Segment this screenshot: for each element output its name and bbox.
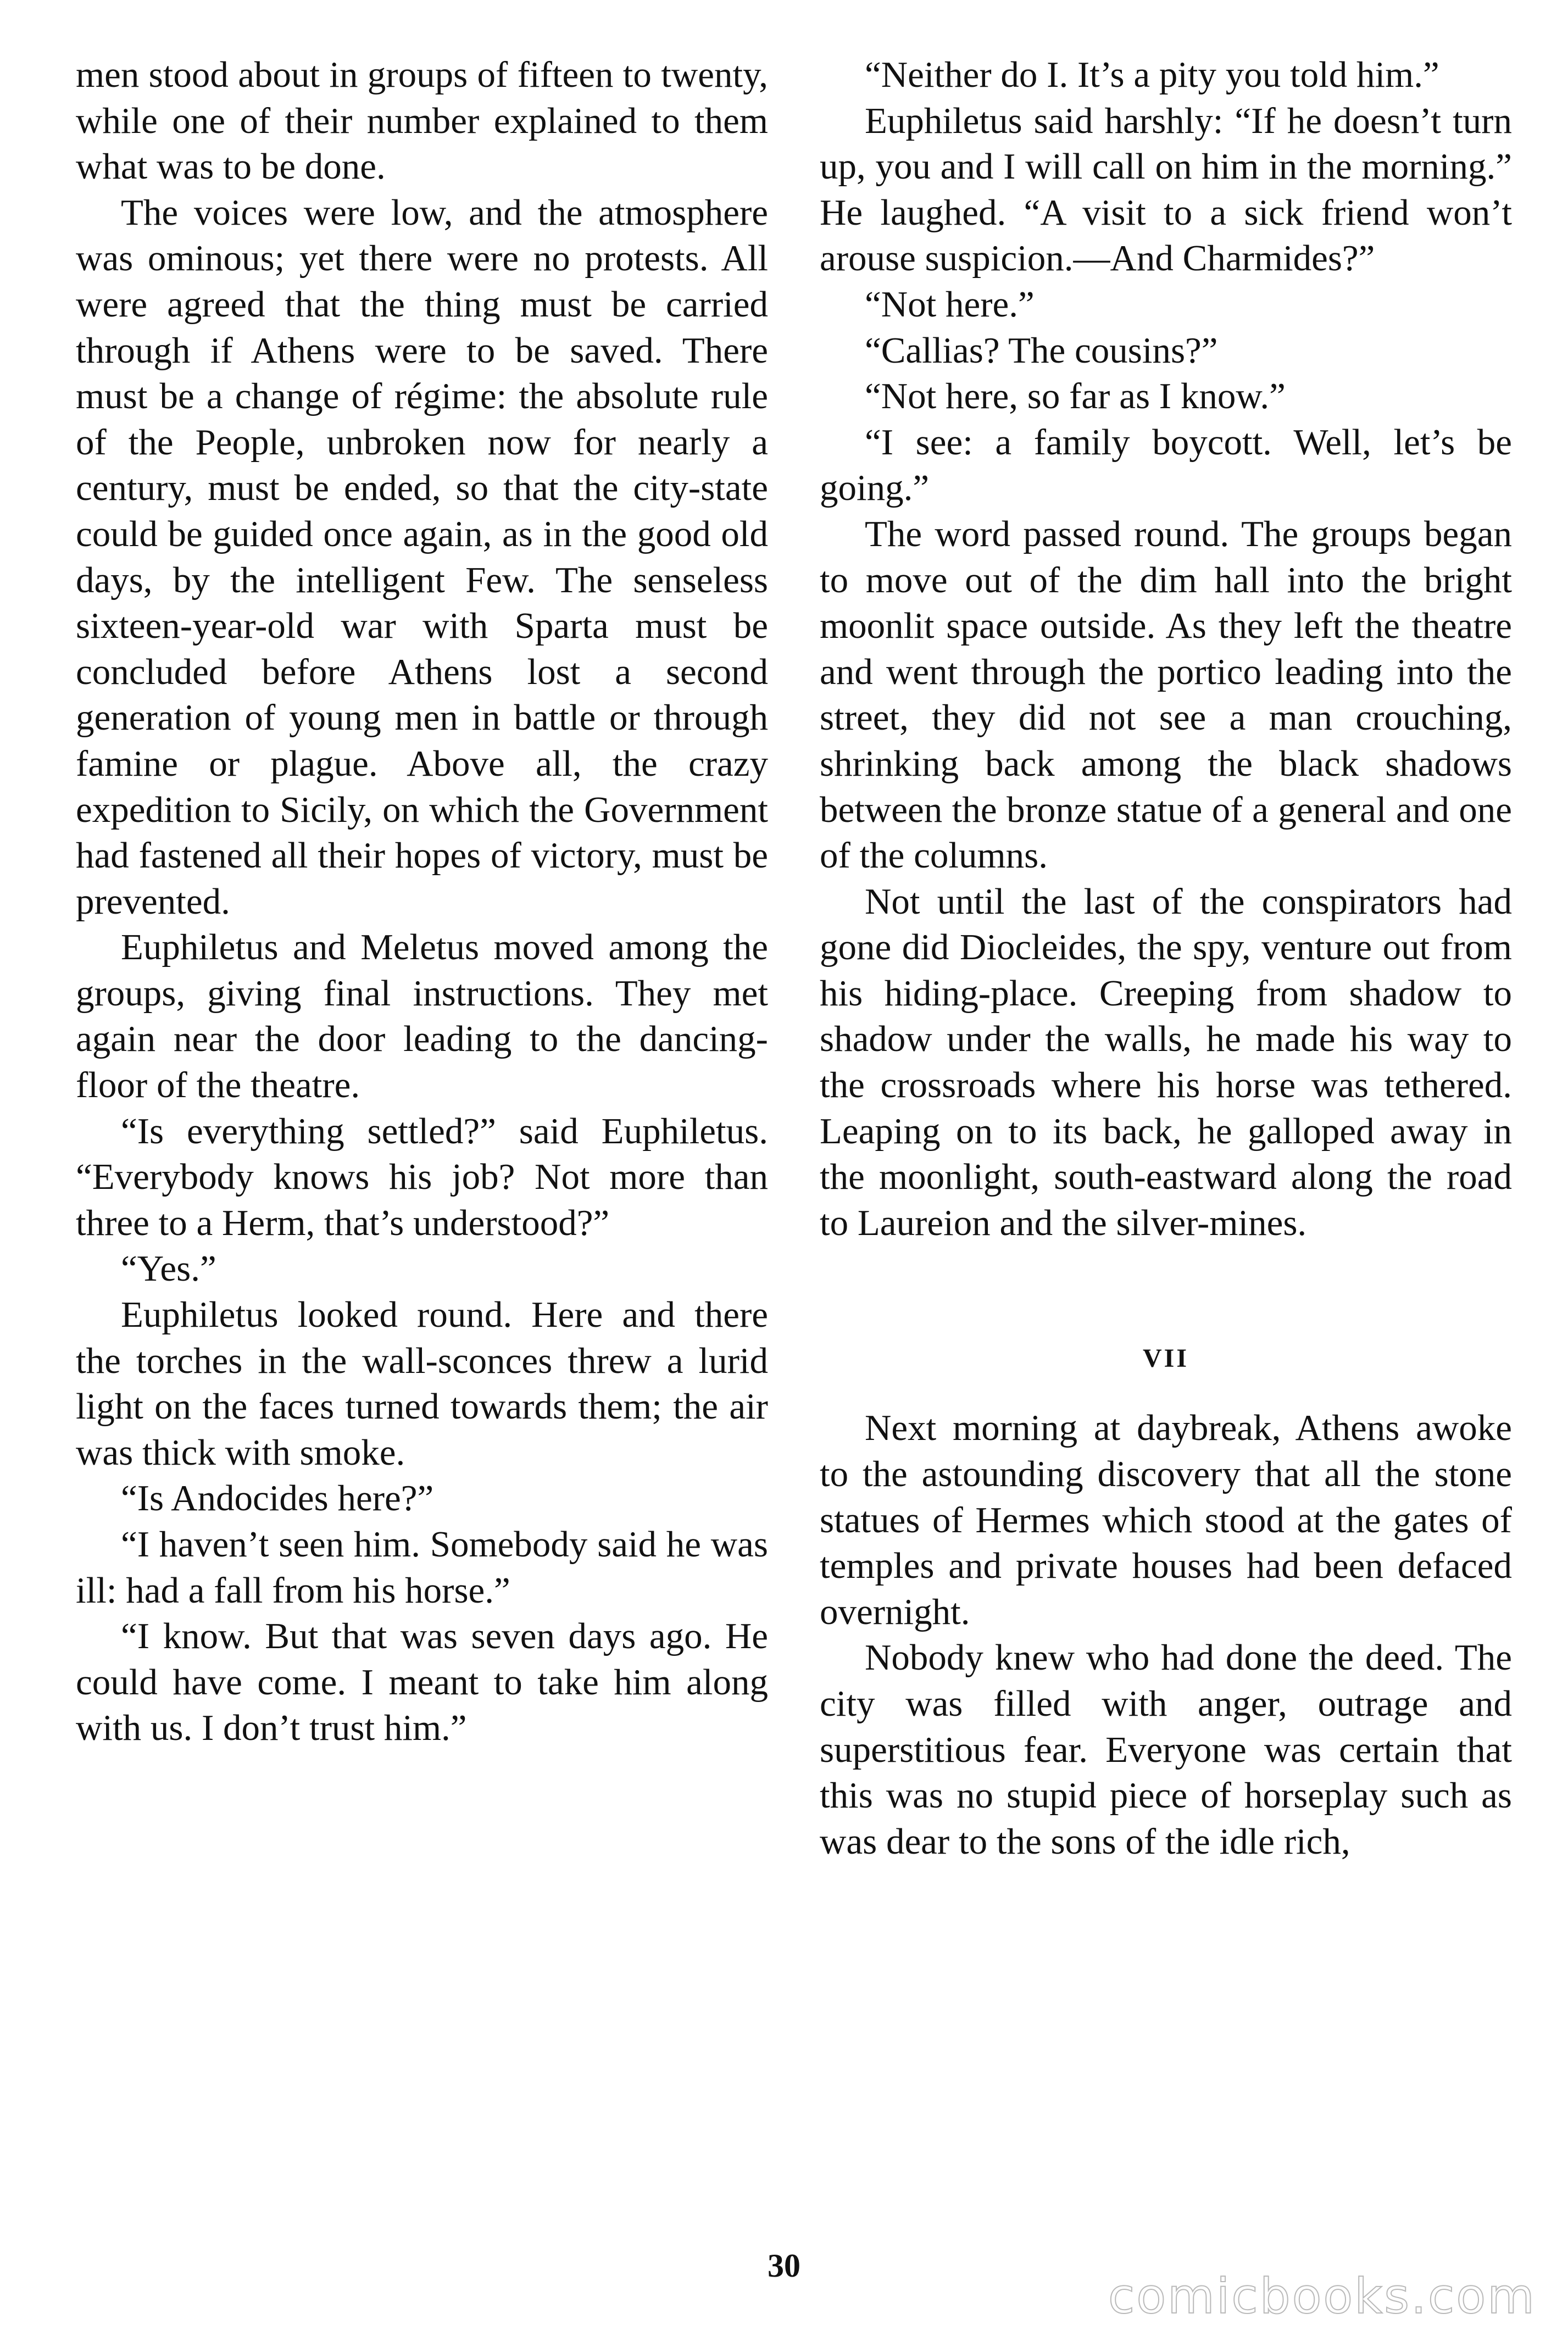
- paragraph: Euphiletus said harshly: “If he doesn’t turn up, you and I will call on him in the morning.” He laughed. “A visit to a sick friend won’t arouse suspicion.—And Charmides?”: [820, 100, 1512, 279]
- page-number: 30: [768, 2248, 800, 2284]
- paragraph: “Neither do I. It’s a pity you told him.”: [865, 54, 1439, 95]
- paragraph: Next morning at daybreak, Athens awoke to the astounding discovery that all the stone statues of Hermes which stood at the gates of temples and private houses had been defaced overnight.: [820, 1408, 1512, 1632]
- paragraph: “I see: a family boycott. Well, let’s be going.”: [820, 421, 1512, 509]
- right-text-column: [820, 52, 1512, 1865]
- paragraph: “Is Andocides here?”: [121, 1478, 434, 1519]
- paragraph: The word passed round. The groups began to move out of the dim hall into the bright moonlit space outside. As they left the theatre and went through the portico leading into the street, they did not see a man crouching, shrinking back among the black shadows between the bronze statue of a general and one of the columns.: [820, 513, 1512, 876]
- paragraph: men stood about in groups of fifteen to twenty, while one of their number explained to them what was to be done.: [76, 54, 768, 187]
- paragraph: “Is everything settled?” said Euphiletus. “Everybody knows his job? Not more than three to a Herm, that’s understood?”: [76, 1110, 768, 1243]
- paragraph: “I haven’t seen him. Somebody said he was ill: had a fall from his horse.”: [76, 1524, 768, 1611]
- paragraph: “Yes.”: [121, 1248, 216, 1289]
- paragraph: Not until the last of the conspirators had gone did Diocleides, the spy, venture out from his hiding-place. Creeping from shadow to shadow under the walls, he made his way to the crossroads where his horse was tethered. Leaping on to its back, he galloped away in the moonlight, south-eastward along the road to Laureion and the silver-mines.: [820, 881, 1512, 1243]
- watermark: comicbooks.com: [1108, 2268, 1536, 2324]
- paragraph: Nobody knew who had done the deed. The city was filled with anger, outrage and superstitious fear. Everyone was certain that this was no stupid piece of horseplay such as was dear to the sons of the idle rich,: [820, 1637, 1512, 1862]
- paragraph: “Not here.”: [865, 283, 1035, 325]
- paragraph: “I know. But that was seven days ago. He could have come. I meant to take him along with us. I don’t trust him.”: [76, 1616, 768, 1749]
- left-text-column: [76, 52, 768, 1751]
- paragraph: “Callias? The cousins?”: [865, 330, 1218, 371]
- paragraph: “Not here, so far as I know.”: [865, 376, 1286, 417]
- paragraph: Euphiletus and Meletus moved among the groups, giving final instructions. They met again near the door leading to the dancing-floor of the theatre.: [76, 927, 768, 1106]
- paragraph: The voices were low, and the atmosphere was ominous; yet there were no protests. All were agreed that the thing must be carried through if Athens were to be saved. There must be a change of régime: the absolute rule of the People, unbroken now for nearly a century, must be ended, so that the city-state could be guided once again, as in the good old days, by the intelligent Few. The senseless sixteen-year-old war with Sparta must be concluded before Athens lost a second generation of young men in battle or through famine or plague. Above all, the crazy expedition to Sicily, on which the Government had fastened all their hopes of victory, must be prevented.: [76, 192, 768, 922]
- chapter-heading: VII: [1142, 1344, 1189, 1373]
- paragraph: Euphiletus looked round. Here and there the torches in the wall-sconces threw a lurid light on the faces turned towards them; the air was thick with smoke.: [76, 1294, 768, 1473]
